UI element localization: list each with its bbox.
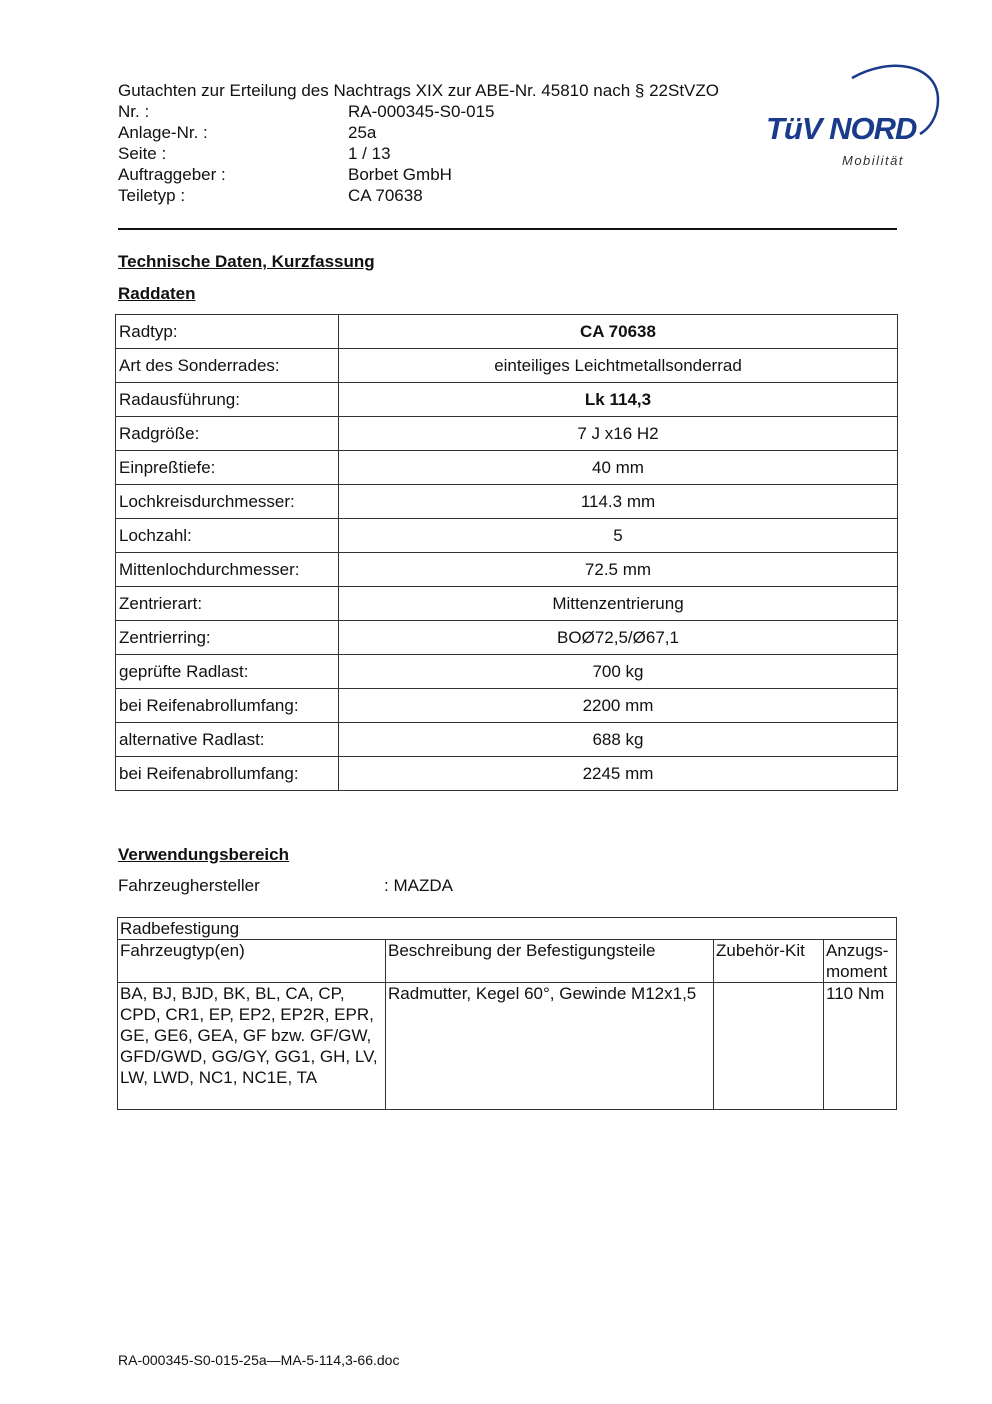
- header-value: 25a: [348, 123, 377, 142]
- section-heading-raddaten: Raddaten: [118, 284, 196, 303]
- header-value: CA 70638: [348, 186, 423, 205]
- header-value: RA-000345-S0-015: [348, 102, 495, 121]
- row-label: Mittenlochdurchmesser:: [116, 553, 339, 587]
- table-row: [116, 451, 898, 485]
- header-label: Auftraggeber :: [118, 165, 226, 184]
- logo-sub-text: Mobilität: [842, 153, 904, 168]
- row-value: 688 kg: [339, 723, 898, 757]
- header-row-auftraggeber: [118, 164, 452, 185]
- row-value: Mittenzentrierung: [339, 587, 898, 621]
- header-label: Teiletyp :: [118, 186, 186, 205]
- table-cell: 110 Nm: [824, 983, 897, 1110]
- row-value: 7 J x16 H2: [339, 417, 898, 451]
- row-value: 2200 mm: [339, 689, 898, 723]
- row-label: Radausführung:: [116, 383, 339, 417]
- row-label: Radtyp:: [116, 315, 339, 349]
- section-heading-summary: Technische Daten, Kurzfassung: [118, 252, 375, 271]
- table-cell: BA, BJ, BJD, BK, BL, CA, CP, CPD, CR1, EP, EP2, EP2R, EPR, GE, GE6, GEA, GF bzw. GF/GW, GFD/GWD, GG/GY, GG1, GH, LV, LW, LWD, NC1, NC1E, TA: [118, 983, 386, 1110]
- row-label: bei Reifenabrollumfang:: [116, 689, 339, 723]
- row-value: 700 kg: [339, 655, 898, 689]
- header-row-nr: [118, 101, 494, 122]
- row-value: 40 mm: [339, 451, 898, 485]
- table-row: [116, 417, 898, 451]
- footer-filename: RA-000345-S0-015-25a—MA-5-114,3-66.doc: [118, 1352, 400, 1368]
- row-value: BOØ72,5/Ø67,1: [339, 621, 898, 655]
- row-label: Lochkreisdurchmesser:: [116, 485, 339, 519]
- header-row-seite: [118, 143, 391, 164]
- row-value: einteiliges Leichtmetallsonderrad: [339, 349, 898, 383]
- column-header: Anzugs- moment: [824, 940, 897, 983]
- row-label: Zentrierring:: [116, 621, 339, 655]
- fahrzeughersteller-line: [118, 876, 453, 896]
- table-cell: [714, 983, 824, 1110]
- table-row: [116, 553, 898, 587]
- table-row: [116, 519, 898, 553]
- row-label: Lochzahl:: [116, 519, 339, 553]
- table-caption: Radbefestigung: [118, 918, 897, 940]
- tuev-nord-logo: [760, 58, 942, 176]
- section-heading-verwendung: Verwendungsbereich: [118, 845, 289, 864]
- column-header: Zubehör-Kit: [714, 940, 824, 983]
- table-row: [116, 383, 898, 417]
- table-row: [116, 689, 898, 723]
- fahrzeughersteller-label: Fahrzeughersteller: [118, 876, 260, 895]
- row-label: Einpreßtiefe:: [116, 451, 339, 485]
- table-row: [116, 723, 898, 757]
- header-value: 1 / 13: [348, 144, 391, 163]
- report-title: Gutachten zur Erteilung des Nachtrags XIX zur ABE-Nr. 45810 nach § 22StVZO: [118, 81, 719, 100]
- table-cell: Radmutter, Kegel 60°, Gewinde M12x1,5: [386, 983, 714, 1110]
- table-caption-row: [118, 918, 897, 940]
- header-row-anlage: [118, 122, 376, 143]
- column-header: Fahrzeugtyp(en): [118, 940, 386, 983]
- header-label: Seite :: [118, 144, 167, 163]
- row-label: Zentrierart:: [116, 587, 339, 621]
- table-row: [116, 655, 898, 689]
- header-row-teiletyp: [118, 185, 423, 206]
- table-row: [116, 485, 898, 519]
- row-value: CA 70638: [339, 315, 898, 349]
- header-divider: [118, 228, 897, 230]
- row-value: 5: [339, 519, 898, 553]
- row-label: Radgröße:: [116, 417, 339, 451]
- table-row: [116, 587, 898, 621]
- row-label: Art des Sonderrades:: [116, 349, 339, 383]
- row-label: geprüfte Radlast:: [116, 655, 339, 689]
- column-header: Beschreibung der Befestigungsteile: [386, 940, 714, 983]
- row-value: 2245 mm: [339, 757, 898, 791]
- fahrzeughersteller-value: : MAZDA: [384, 876, 453, 895]
- header-label: Nr. :: [118, 102, 150, 121]
- logo-brand-text: TüV NORD: [766, 111, 917, 146]
- table-row: [116, 757, 898, 791]
- header-value: Borbet GmbH: [348, 165, 452, 184]
- table-row: [118, 983, 897, 1110]
- table-row: [116, 315, 898, 349]
- header-label: Anlage-Nr. :: [118, 123, 208, 142]
- table-row: [116, 621, 898, 655]
- table-row: [116, 349, 898, 383]
- row-value: 114.3 mm: [339, 485, 898, 519]
- row-value: 72.5 mm: [339, 553, 898, 587]
- row-label: bei Reifenabrollumfang:: [116, 757, 339, 791]
- raddaten-table: [115, 314, 898, 791]
- radbefestigung-table: [117, 917, 897, 1110]
- row-label: alternative Radlast:: [116, 723, 339, 757]
- row-value: Lk 114,3: [339, 383, 898, 417]
- table-header-row: [118, 940, 897, 983]
